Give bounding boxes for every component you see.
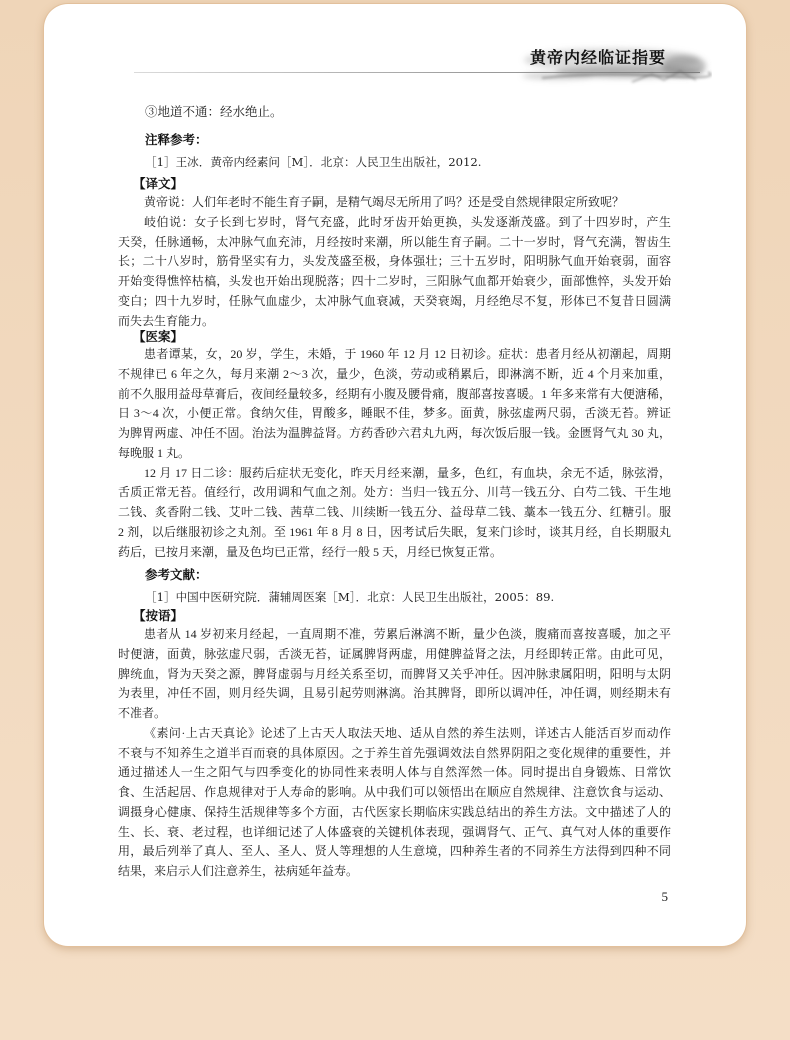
case-refs-heading: 参考文献： (145, 567, 208, 582)
commentary-line: 调摄身心健康、保持生活规律等多个方面，古代医家长期临床实践总结出的养生方法。文中描述了人的 (118, 804, 671, 819)
page-number: 5 (661, 889, 668, 904)
commentary-line: 《素问·上古天真论》论述了上古天人取法天地、适从自然的养生法则，详述古人能活百岁而动作 (144, 725, 671, 740)
medical-case-heading-block (118, 327, 671, 347)
translation-line: 黄帝说：人们年老时不能生育子嗣，是精气竭尽无所用了吗？还是受自然规律限定所致呢？ (144, 195, 625, 209)
commentary-line: 生、长、衰、老过程，也详细记述了人体盛衰的关键机体表现，强调肾气、正气、真气对人体的重要作 (118, 824, 671, 839)
commentary-line: 食、生活起居、作息规律对于人寿命的影响。从中我们可以领悟出在顺应自然规律、注意饮食与运动、 (118, 785, 671, 799)
translation-line: 长；二十八岁时，筋骨坚实有力，头发茂盛至极，身体强壮；三十五岁时，阳明脉气血开始衰弱，面容 (118, 254, 671, 269)
case-line: 为脾胃两虚、冲任不固。治法为温脾益肾。方药香砂六君丸九两，每次饭后服一钱。金匮肾气丸 30 丸， (118, 426, 671, 440)
note-line: ③地道不通：经水绝止。 (145, 105, 283, 119)
commentary-line: 患者从 14 岁初来月经起，一直周期不准，劳累后淋漓不断，量少色淡，腹痛而喜按喜暖，加之平 (144, 627, 671, 641)
commentary-line: 结果，来启示人们注意养生，祛病延年益寿。 (118, 864, 359, 878)
reference-item: ［1］王冰．黄帝内经素问［M］．北京：人民卫生出版社，2012. (145, 155, 482, 169)
translation-line: 岐伯说：女子长到七岁时，肾气充盛，此时牙齿开始更换，头发逐渐茂盛。到了十四岁时，产生 (144, 214, 671, 229)
case-refs-list (118, 587, 671, 607)
book-title: 黄帝内经临证指要 (530, 48, 667, 67)
note-block (118, 102, 671, 122)
commentary-line: 通过描述人一生之阳气与四季变化的协同性来表明人体与自然浑然一体。同时提出自身锻炼、日常饮 (118, 765, 671, 780)
case-line: 12 月 17 日二诊：服药后症状无变化，昨天月经来潮，量多，色红，有血块，余无不适，脉弦滑， (144, 465, 671, 480)
medical-case-body (118, 345, 671, 562)
commentary-heading-block (118, 606, 671, 626)
case-line: 舌质正常无苔。值经行，改用调和气血之剂。处方：当归一钱五分、川芎一钱五分、白芍二钱、干生地 (118, 485, 671, 500)
annotation-refs-heading-block (118, 130, 671, 150)
annotation-refs-heading: 注释参考： (145, 132, 208, 147)
commentary-line: 为表里，冲任不固，则月经失调，且易引起劳则淋漓。治其脾肾，即所以调冲任，冲任调，则经期未有 (118, 686, 671, 701)
commentary-heading: 【按语】 (133, 608, 184, 623)
commentary-line: 时便溏，面黄，脉弦虚尺弱，舌淡无苔，证属脾肾两虚，用健脾益肾之法，月经即转正常。由此可见， (118, 646, 671, 661)
reference-item: ［1］中国中医研究院．蒲辅周医案［M］．北京：人民卫生出版社，2005：89. (145, 590, 555, 604)
translation-heading-block (118, 174, 671, 194)
commentary-body (118, 625, 671, 882)
commentary-line: 用，最后列举了真人、至人、圣人、贤人等理想的人生意境，四种养生者的不同养生方法得到四种不同 (118, 844, 671, 859)
case-line: 患者谭某，女，20 岁，学生，未婚，于 1960 年 12 月 12 日初诊。症状：患者月经从初潮起，周期 (144, 347, 671, 361)
commentary-line: 脾统血，肾为天癸之源，脾肾虚弱与月经关系至切，而脾肾又关乎冲任。因冲脉隶属阳明，阳明与太阴 (118, 666, 671, 681)
case-line: 2 剂，以后继服初诊之丸剂。至 1961 年 8 月 8 日，因考试后失眠，复来门诊时，谈其月经，自长期服丸 (118, 524, 671, 539)
case-line: 二钱、炙香附二钱、艾叶二钱、茜草二钱、川续断一钱五分、益母草二钱、藁本一钱五分、红糖引。服 (118, 505, 671, 519)
commentary-line: 不衰与不知养生之道半百而衰的具体原因。之于养生首先强调效法自然界阴阳之变化规律的重要性，并 (118, 745, 671, 760)
translation-line: 开始变得憔悴枯槁，头发也开始出现脱落；四十二岁时，三阳脉气血都开始衰少，面部憔悴，头发开始 (118, 274, 671, 288)
translation-body (118, 193, 671, 331)
book-page (44, 4, 746, 946)
case-line: 每晚服 1 丸。 (118, 445, 191, 460)
translation-line: 变白；四十九岁时，任脉气血虚少，太冲脉气血衰减，天癸衰竭，月经绝尽不复，形体已不复昔日圆满 (118, 293, 671, 308)
case-line: 日 3～4 次，小便正常。食纳欠佳，胃酸多，睡眠不佳，梦多。面黄，脉弦虚两尺弱，舌淡无苔。辨证 (118, 406, 671, 421)
case-line: 不规律已 6 年之久，每月来潮 2～3 次，量少，色淡，劳动或稍累后，即淋漓不断，近 4 个月来加重， (118, 366, 671, 381)
translation-line: 而失去生育能力。 (118, 313, 215, 328)
translation-heading: 【译文】 (133, 176, 184, 191)
medical-case-heading: 【医案】 (133, 329, 184, 344)
case-line: 药后，已按月来潮，量及色均已正常，经行一般 5 天，月经已恢复正常。 (118, 544, 503, 559)
translation-line: 天癸，任脉通畅，太冲脉气血充沛，月经按时来潮，所以能生育子嗣。二十一岁时，肾气充满，智齿生 (118, 234, 671, 249)
commentary-line: 不准者。 (118, 706, 167, 720)
case-refs-heading-block (118, 565, 671, 585)
case-line: 前不久服用益母草膏后，夜间经量较多，经期有小腹及腰骨痛，腹部喜按喜暖。1 年多来常有大便溏稀， (118, 386, 671, 401)
annotation-refs-list (118, 152, 671, 172)
